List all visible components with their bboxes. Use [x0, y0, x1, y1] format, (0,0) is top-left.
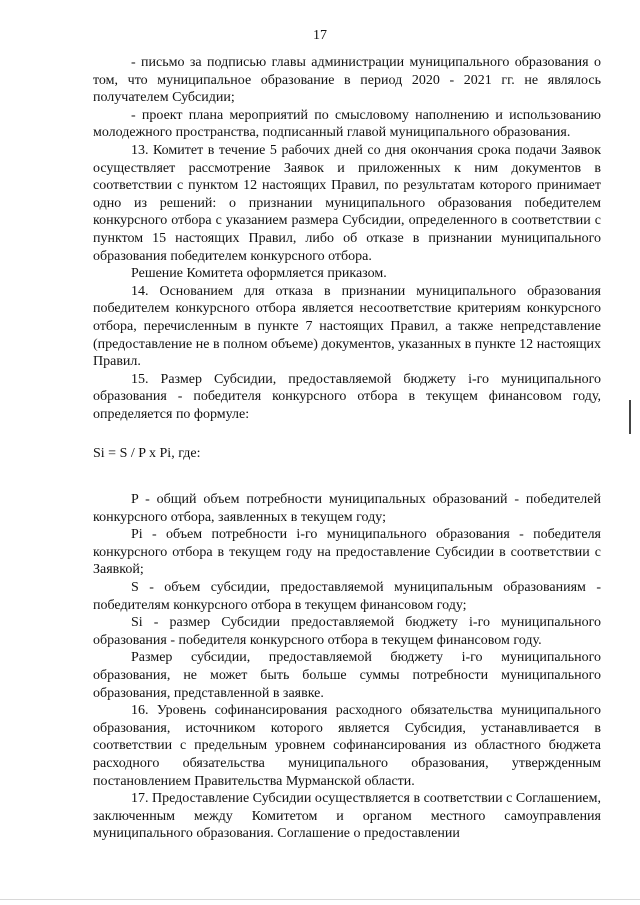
- paragraph-letter-of-head: - письмо за подписью главы администрации муниципального образования о том, что муниципальное образование в период 2020 - 2021 гг. не являлось получателем Субсидии;: [93, 55, 601, 106]
- paragraph-clause-13: 13. Комитет в течение 5 рабочих дней со дня окончания срока подачи Заявок осуществляет рассмотрение Заявок и приложенных к ним документов в соответствии с пунктом 12 настоящих Правил, по результатам которого принимает одно из решений: о признании муниципального образования победителем конкурсного отбора с указанием размера Субсидии, определенного в соответствии с пунктом 15 настоящих Правил, либо об отказе в признании муниципального образования победителем конкурсного отбора.: [93, 142, 601, 264]
- page-number: 17: [313, 28, 327, 43]
- paragraph-clause-17: 17. Предоставление Субсидии осуществляется в соответствии с Соглашением, заключенным между Комитетом и органом местного самоуправления муниципального образования. Соглашение о предоставлении: [93, 791, 602, 842]
- definition-si: Si - размер Субсидии предоставляемой бюджету i-го муниципального образования - победителя конкурсного отбора в текущем финансовом году.: [93, 615, 601, 648]
- paragraph-clause-16: 16. Уровень софинансирования расходного обязательства муниципального образования, источником которого является Субсидия, устанавливается в соответствии с предельным уровнем софинансирования из областного бюджета расходного обязательства муниципального образования, утвержденным постановлением Правительства Мурманской области.: [93, 703, 601, 789]
- definition-pi: Pi - объем потребности i-го муниципального образования - победителя конкурсного отбора в текущем году на предоставление Субсидии в соответствии с Заявкой;: [93, 527, 601, 578]
- scan-artifact-mark: [629, 400, 631, 434]
- subsidy-formula: Si = S / P x Pi, где:: [93, 446, 201, 462]
- paragraph-project-plan: - проект плана мероприятий по смысловому наполнению и использованию молодежного пространства, подписанный главой муниципального образования.: [93, 107, 601, 141]
- paragraph-clause-15: 15. Размер Субсидии, предоставляемой бюджету i-го муниципального образования - победителя конкурсного отбора в текущем финансовом году, определяется по формуле:: [93, 371, 601, 422]
- paragraph-clause-14: 14. Основанием для отказа в признании муниципального образования победителем конкурсного отбора является несоответствие критериям конкурсного отбора, перечисленным в пункте 7 настоящих Правил, а также непредставление (предоставление не в полном объеме) документов, указанных в пункте 12 настоящих Правил.: [93, 283, 601, 370]
- paragraph-subsidy-limit: Размер субсидии, предоставляемой бюджету i-го муниципального образования, не может быть больше суммы потребности муниципального образования, представленной в заявке.: [93, 650, 601, 701]
- paragraph-decision-order: Решение Комитета оформляется приказом.: [131, 266, 387, 282]
- definition-p: P - общий объем потребности муниципальных образований - победителей конкурсного отбора, заявленных в текущем году;: [93, 492, 601, 525]
- document-body: [93, 54, 601, 843]
- definition-s: S - объем субсидии, предоставляемой муниципальным образованиям - победителям конкурсного отбора в текущем финансовом году;: [93, 580, 601, 613]
- page-bottom-edge: [0, 899, 640, 900]
